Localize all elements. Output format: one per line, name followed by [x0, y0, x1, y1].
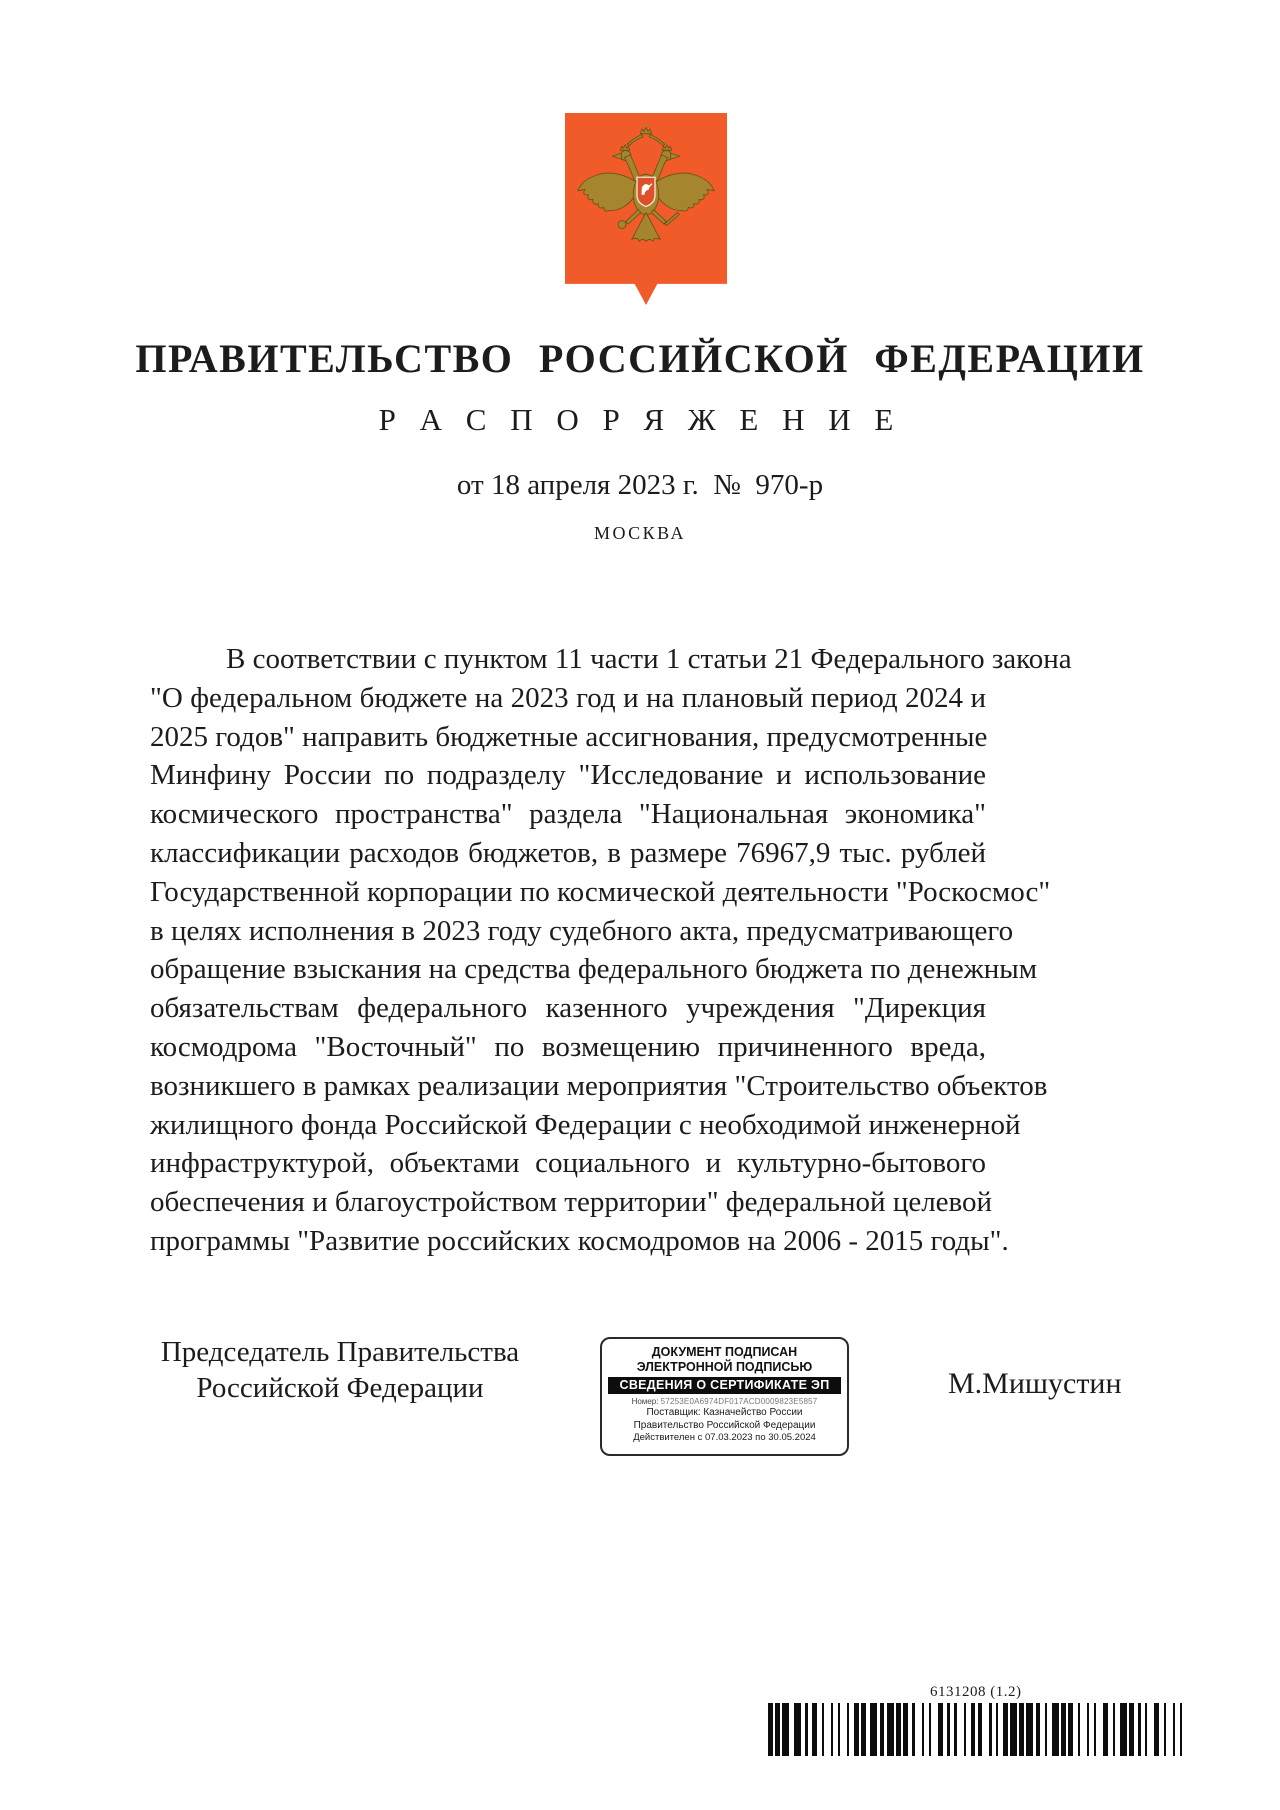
- date-and-number: от 18 апреля 2023 г. № 970-р: [456, 469, 824, 501]
- body-text-line: программы "Развитие российских космодромов на 2006 - 2015 годы".: [150, 1224, 1009, 1257]
- body-text-line: космического пространства" раздела "Национальная экономика": [150, 798, 986, 831]
- barcode: [768, 1703, 1182, 1756]
- barcode-bar: [1180, 1703, 1182, 1756]
- certificate-provider: Поставщик: Казначейство России: [646, 1407, 803, 1418]
- document-body: [150, 640, 1072, 1261]
- body-text-line: Государственной корпорации по космической деятельности "Роскосмос": [150, 875, 1051, 908]
- body-text-line: жилищного фонда Российской Федерации с необходимой инженерной: [150, 1108, 1021, 1141]
- barcode-bar: [1052, 1703, 1059, 1756]
- document-type: Р А С П О Р Я Ж Е Н И Е: [378, 402, 902, 437]
- barcode-gap: [824, 1703, 831, 1756]
- body-text-line: возникшего в рамках реализации мероприятия "Строительство объектов: [150, 1069, 1048, 1102]
- body-text-line: космодрома "Восточный" по возмещению причиненного вреда,: [150, 1030, 986, 1063]
- body-text-line: обращение взыскания на средства федерального бюджета по денежным: [150, 953, 1038, 986]
- body-text-line: в целях исполнения в 2023 году судебного акта, предусматривающего: [150, 914, 1014, 947]
- certificate-number-value: 57253E0A6974DF017ACD0009823E5857: [660, 1397, 818, 1406]
- barcode-gap: [840, 1703, 847, 1756]
- city-label: МОСКВА: [593, 523, 687, 543]
- certificate-owner: Правительство Российской Федерации: [633, 1419, 816, 1431]
- russian-coat-of-arms: [565, 113, 727, 305]
- electronic-signature-stamp: [600, 1337, 849, 1456]
- double-headed-eagle-icon: [571, 121, 721, 277]
- barcode-gap: [1096, 1703, 1103, 1756]
- barcode-bar: [870, 1703, 877, 1756]
- barcode-gap: [1166, 1703, 1173, 1756]
- signer-title-line2: Российской Федерации: [196, 1372, 484, 1404]
- stamp-title-line1: ДОКУМЕНТ ПОДПИСАН: [651, 1345, 798, 1359]
- barcode-bar: [794, 1703, 801, 1756]
- barcode-gap: [1080, 1703, 1087, 1756]
- barcode-bar: [1120, 1703, 1127, 1756]
- certificate-number-label: Номер:: [631, 1397, 659, 1406]
- barcode-gap: [982, 1703, 989, 1756]
- signer-name: М.Мишустин: [948, 1367, 1122, 1400]
- barcode-gap: [1147, 1703, 1154, 1756]
- page-title: ПРАВИТЕЛЬСТВО РОССИЙСКОЙ ФЕДЕРАЦИИ: [135, 336, 1145, 381]
- barcode-bar: [1026, 1703, 1033, 1756]
- stamp-title-line2: ЭЛЕКТРОННОЙ ПОДПИСЬЮ: [636, 1359, 813, 1374]
- body-text-line: 2025 годов" направить бюджетные ассигнования, предусмотренные: [150, 720, 988, 753]
- signer-title-line1: Председатель Правительства: [160, 1336, 520, 1368]
- certificate-number: [602, 1397, 847, 1407]
- body-text-line: обеспечения и благоустройством территории" федеральной целевой: [150, 1186, 993, 1219]
- signer-title: [140, 1334, 540, 1406]
- barcode-bar: [887, 1703, 894, 1756]
- barcode-gap: [931, 1703, 938, 1756]
- barcode-bar: [782, 1703, 789, 1756]
- barcode-label: 6131208 (1.2): [930, 1684, 1022, 1700]
- barcode-gap: [915, 1703, 922, 1756]
- body-text-line: классификации расходов бюджетов, в размере 76967,9 тыс. рублей: [150, 836, 986, 869]
- body-text-line: обязательствам федерального казенного учреждения "Дирекция: [150, 992, 986, 1025]
- certificate-info-bar: СВЕДЕНИЯ О СЕРТИФИКАТЕ ЭП: [608, 1377, 841, 1394]
- body-text-line: Минфину России по подразделу "Исследование и использование: [150, 759, 986, 792]
- barcode-bar: [1010, 1703, 1017, 1756]
- body-text-line: инфраструктурой, объектами социального и культурно-бытового: [150, 1147, 986, 1180]
- body-text-line: В соответствии с пунктом 11 части 1 статьи 21 Федерального закона: [226, 643, 1072, 675]
- certificate-validity: Действителен с 07.03.2023 по 30.05.2024: [633, 1432, 816, 1443]
- barcode-gap: [957, 1703, 964, 1756]
- body-text-line: "О федеральном бюджете на 2023 год и на плановый период 2024 и: [150, 681, 986, 714]
